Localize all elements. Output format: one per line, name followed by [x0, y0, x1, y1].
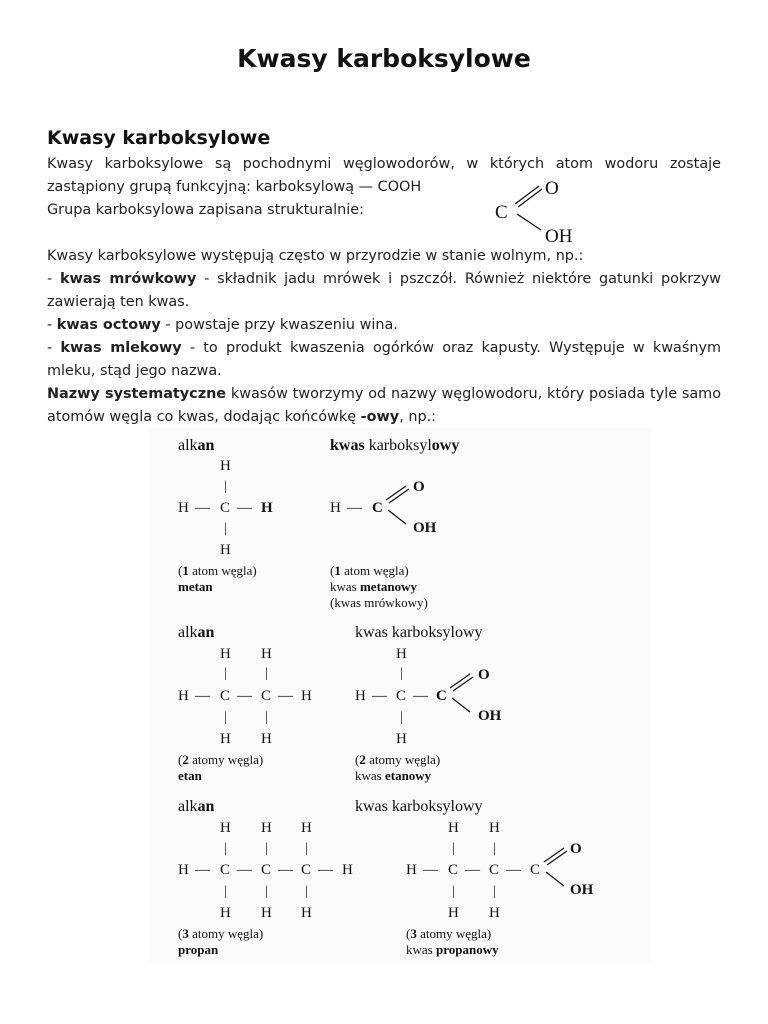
alkan-header: alkan — [178, 798, 215, 815]
carbon-atom: C — [530, 862, 541, 878]
hydrogen-atom: H — [261, 820, 272, 836]
hydroxyl-group: OH — [570, 882, 594, 898]
acid-header: kwas karboksylowy — [355, 798, 483, 815]
carbon-count: (2 atomy węgla) — [178, 752, 264, 767]
horizontal-bond: — — [278, 862, 293, 878]
example-name: kwas mrówkowy — [59, 271, 197, 287]
carbon-count: (3 atomy węgla) — [178, 926, 264, 941]
carbon-count: (3 atomy węgla) — [406, 926, 492, 941]
hydrogen-atom: H — [330, 500, 341, 516]
vertical-bond: | — [265, 884, 268, 899]
horizontal-bond: — — [372, 688, 387, 704]
vertical-bond: | — [305, 841, 308, 856]
example-lactic-acid: - kwas mlekowy - to produkt kwaszenia ogórków oraz kapusty. Występuje w kwaśnym mleku, stąd jego nazwa. — [47, 340, 721, 379]
alkan-header: alkan — [178, 437, 215, 454]
document-body — [47, 124, 721, 429]
carbon-atom: C — [261, 862, 272, 878]
carbon-count: (1 atom węgla) — [330, 563, 409, 578]
horizontal-bond: — — [423, 862, 438, 878]
example-acetic-acid: - kwas octowy - powstaje przy kwaszeniu wina. — [47, 317, 398, 333]
example-name: kwas mlekowy — [60, 340, 182, 356]
hydrogen-atom: H — [489, 820, 500, 836]
intro-paragraph: Kwasy karboksylowe są pochodnymi węglowodorów, w których atom wodoru zostaje zastąpiony grupą funkcyjną: karboksylową — COOH — [47, 156, 721, 195]
vertical-bond: | — [305, 884, 308, 899]
alkane-name: etan — [178, 768, 202, 783]
hydrogen-atom: H — [220, 458, 231, 474]
carboxyl-group-structure — [487, 172, 587, 248]
vertical-bond: | — [265, 841, 268, 856]
vertical-bond: | — [452, 841, 455, 856]
double-bond — [518, 189, 542, 207]
acid-header: kwas karboksylowy — [355, 624, 483, 641]
hydrogen-atom: H — [448, 820, 459, 836]
hydrogen-atom: H — [406, 862, 417, 878]
section-heading: Kwasy karboksylowe — [47, 127, 271, 149]
horizontal-bond: — — [278, 688, 293, 704]
occurrence-intro: Kwasy karboksylowe występują często w przyrodzie w stanie wolnym, np.: — [47, 248, 584, 264]
horizontal-bond: — — [237, 688, 252, 704]
hydrogen-atom: H — [220, 646, 231, 662]
vertical-bond: | — [265, 710, 268, 725]
horizontal-bond: — — [195, 688, 210, 704]
horizontal-bond: — — [195, 500, 210, 516]
hydrogen-atom: H — [261, 731, 272, 747]
hydrogen-atom: H — [220, 542, 231, 558]
carbon-count: (1 atom węgla) — [178, 563, 257, 578]
page-title: Kwasy karboksylowe — [237, 44, 531, 73]
vertical-bond: | — [224, 666, 227, 681]
vertical-bond: | — [224, 479, 227, 494]
vertical-bond: | — [400, 666, 403, 681]
carbon-atom: C — [489, 862, 500, 878]
hydrogen-atom: H — [261, 905, 272, 921]
carbon-atom: C — [220, 688, 231, 704]
hydrogen-atom: H — [396, 731, 407, 747]
horizontal-bond: — — [237, 862, 252, 878]
hydrogen-atom: H — [178, 688, 189, 704]
hydrogen-atom: H — [448, 905, 459, 921]
example-formic-acid: - kwas mrówkowy - składnik jadu mrówek i pszczół. Również niektóre gatunki pokrzyw zawierają ten kwas. — [47, 271, 721, 310]
oxygen-atom: O — [545, 178, 559, 199]
alkane-name: metan — [178, 579, 213, 594]
hydrogen-atom: H — [261, 646, 272, 662]
carbon-atom: C — [396, 688, 407, 704]
example-name: kwas octowy — [56, 317, 161, 333]
naming-paragraph: Nazwy systematyczne kwasów tworzymy od nazwy węglowodoru, który posiada tyle samo atomów węgla co kwas, dodając końcówkę -owy, np.: — [47, 386, 722, 425]
acid-name: kwas metanowy — [330, 579, 418, 594]
oxygen-atom: O — [478, 667, 490, 683]
alkane-acid-figure — [150, 428, 650, 962]
carbon-atom: C — [372, 500, 383, 516]
hydrogen-atom: H — [220, 731, 231, 747]
single-bond — [517, 214, 541, 230]
carbon-count: (2 atomy węgla) — [355, 752, 441, 767]
horizontal-bond: — — [413, 688, 428, 704]
hydrogen-atom: H — [178, 500, 189, 516]
carbon-atom: C — [448, 862, 459, 878]
structural-label: Grupa karboksylowa zapisana strukturalnie: — [47, 202, 364, 218]
hydrogen-atom: H — [301, 820, 312, 836]
alkan-header: alkan — [178, 624, 215, 641]
vertical-bond: | — [224, 710, 227, 725]
vertical-bond: | — [265, 666, 268, 681]
hydrogen-atom: H — [301, 688, 312, 704]
hydrogen-atom: H — [220, 905, 231, 921]
vertical-bond: | — [452, 884, 455, 899]
carbon-atom: C — [220, 500, 231, 516]
carbon-atom: C — [220, 862, 231, 878]
oxygen-atom: O — [570, 841, 582, 857]
hydrogen-atom: H — [301, 905, 312, 921]
hydroxyl-group: OH — [413, 520, 437, 536]
hydrogen-atom: H — [355, 688, 366, 704]
carbon-atom: C — [436, 688, 447, 704]
horizontal-bond: — — [237, 500, 252, 516]
horizontal-bond: — — [318, 862, 333, 878]
hydroxyl-group: OH — [478, 708, 502, 724]
carbon-atom: C — [495, 202, 508, 223]
vertical-bond: | — [224, 521, 227, 536]
alkane-name: propan — [178, 942, 219, 957]
hydrogen-atom: H — [261, 500, 273, 516]
vertical-bond: | — [224, 884, 227, 899]
acid-name: kwas propanowy — [406, 942, 499, 957]
horizontal-bond: — — [347, 500, 362, 516]
horizontal-bond: — — [506, 862, 521, 878]
oxygen-atom: O — [413, 479, 425, 495]
vertical-bond: | — [493, 841, 496, 856]
hydrogen-atom: H — [342, 862, 353, 878]
acid-header: kwas karboksylowy — [330, 437, 460, 454]
horizontal-bond: — — [465, 862, 480, 878]
hydrogen-atom: H — [178, 862, 189, 878]
vertical-bond: | — [493, 884, 496, 899]
carbon-atom: C — [301, 862, 312, 878]
carbon-atom: C — [261, 688, 272, 704]
double-bond — [515, 186, 539, 204]
hydrogen-atom: H — [489, 905, 500, 921]
acid-name: kwas etanowy — [355, 768, 432, 783]
horizontal-bond: — — [195, 862, 210, 878]
hydroxyl-group: OH — [545, 226, 573, 247]
hydrogen-atom: H — [220, 820, 231, 836]
vertical-bond: | — [400, 710, 403, 725]
vertical-bond: | — [224, 841, 227, 856]
hydrogen-atom: H — [396, 646, 407, 662]
acid-common-name: (kwas mrówkowy) — [330, 595, 428, 610]
